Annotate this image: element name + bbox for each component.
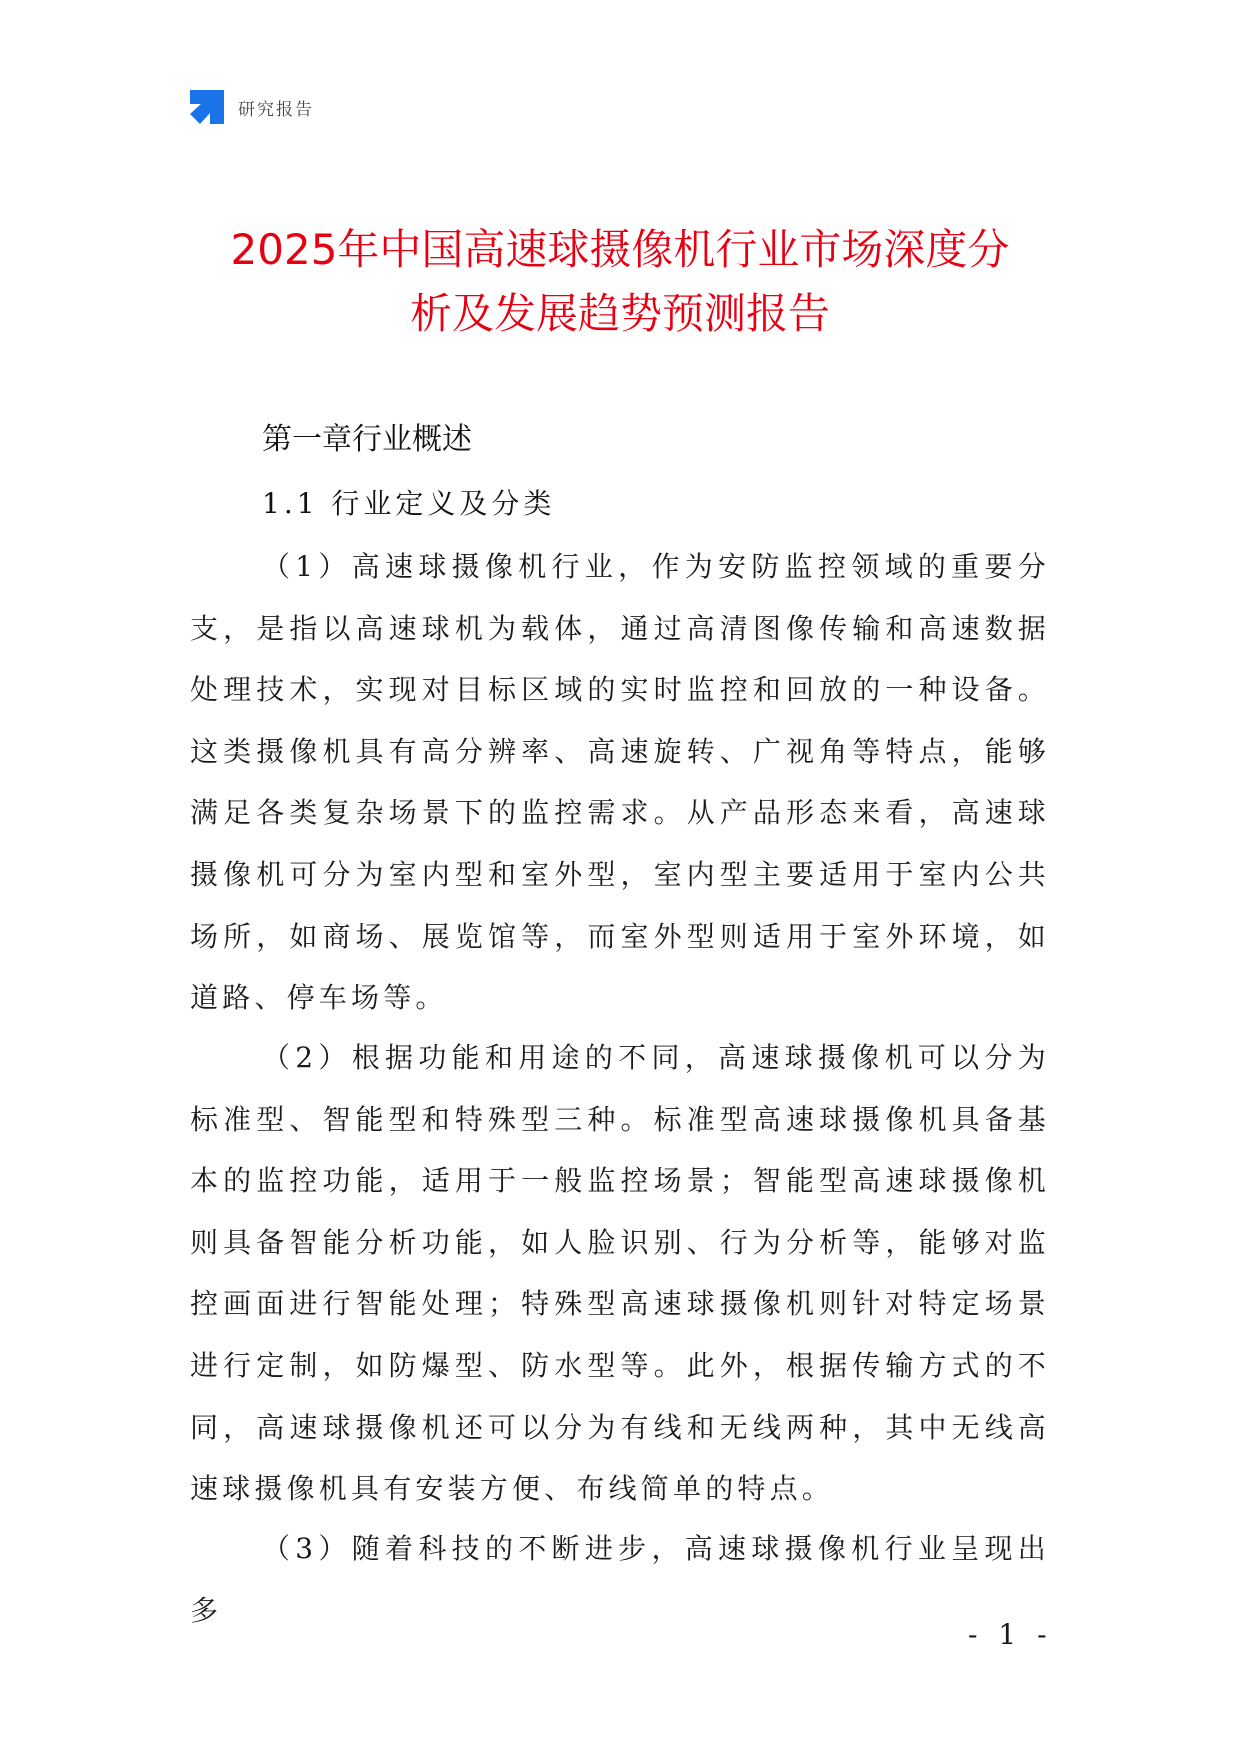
report-title — [150, 218, 1090, 346]
body-paragraph-3: （3）随着科技的不断进步，高速球摄像机行业呈现出多 — [190, 1532, 1050, 1627]
report-type-label: 研究报告 — [238, 99, 314, 120]
arrow-logo-icon — [190, 90, 224, 124]
report-title-line-1: 2025年中国高速球摄像机行业市场深度分 — [230, 225, 1010, 274]
chapter-heading: 第一章行业概述 — [262, 422, 472, 457]
report-title-line-2: 析及发展趋势预测报告 — [409, 289, 830, 338]
report-header — [190, 90, 314, 124]
section-heading: 1.1 行业定义及分类 — [262, 487, 556, 520]
page-number: - 1 - — [968, 1618, 1053, 1651]
body-paragraph-1: （1）高速球摄像机行业，作为安防监控领域的重要分支，是指以高速球机为载体，通过高清图像传输和高速数据处理技术，实现对目标区域的实时监控和回放的一种设备。这类摄像机具有高分辨率、高速旋转、广视角等特点，能够满足各类复杂场景下的监控需求。从产品形态来看，高速球摄像机可分为室内型和室外型，室内型主要适用于室内公共场所，如商场、展览馆等，而室外型则适用于室外环境，如道路、停车场等。 — [190, 550, 1050, 1015]
body-paragraph-2: （2）根据功能和用途的不同，高速球摄像机可以分为标准型、智能型和特殊型三种。标准型高速球摄像机具备基本的监控功能，适用于一般监控场景；智能型高速球摄像机则具备智能分析功能，如人脸识别、行为分析等，能够对监控画面进行智能处理；特殊型高速球摄像机则针对特定场景进行定制，如防爆型、防水型等。此外，根据传输方式的不同，高速球摄像机还可以分为有线和无线两种，其中无线高速球摄像机具有安装方便、布线简单的特点。 — [190, 1041, 1050, 1506]
